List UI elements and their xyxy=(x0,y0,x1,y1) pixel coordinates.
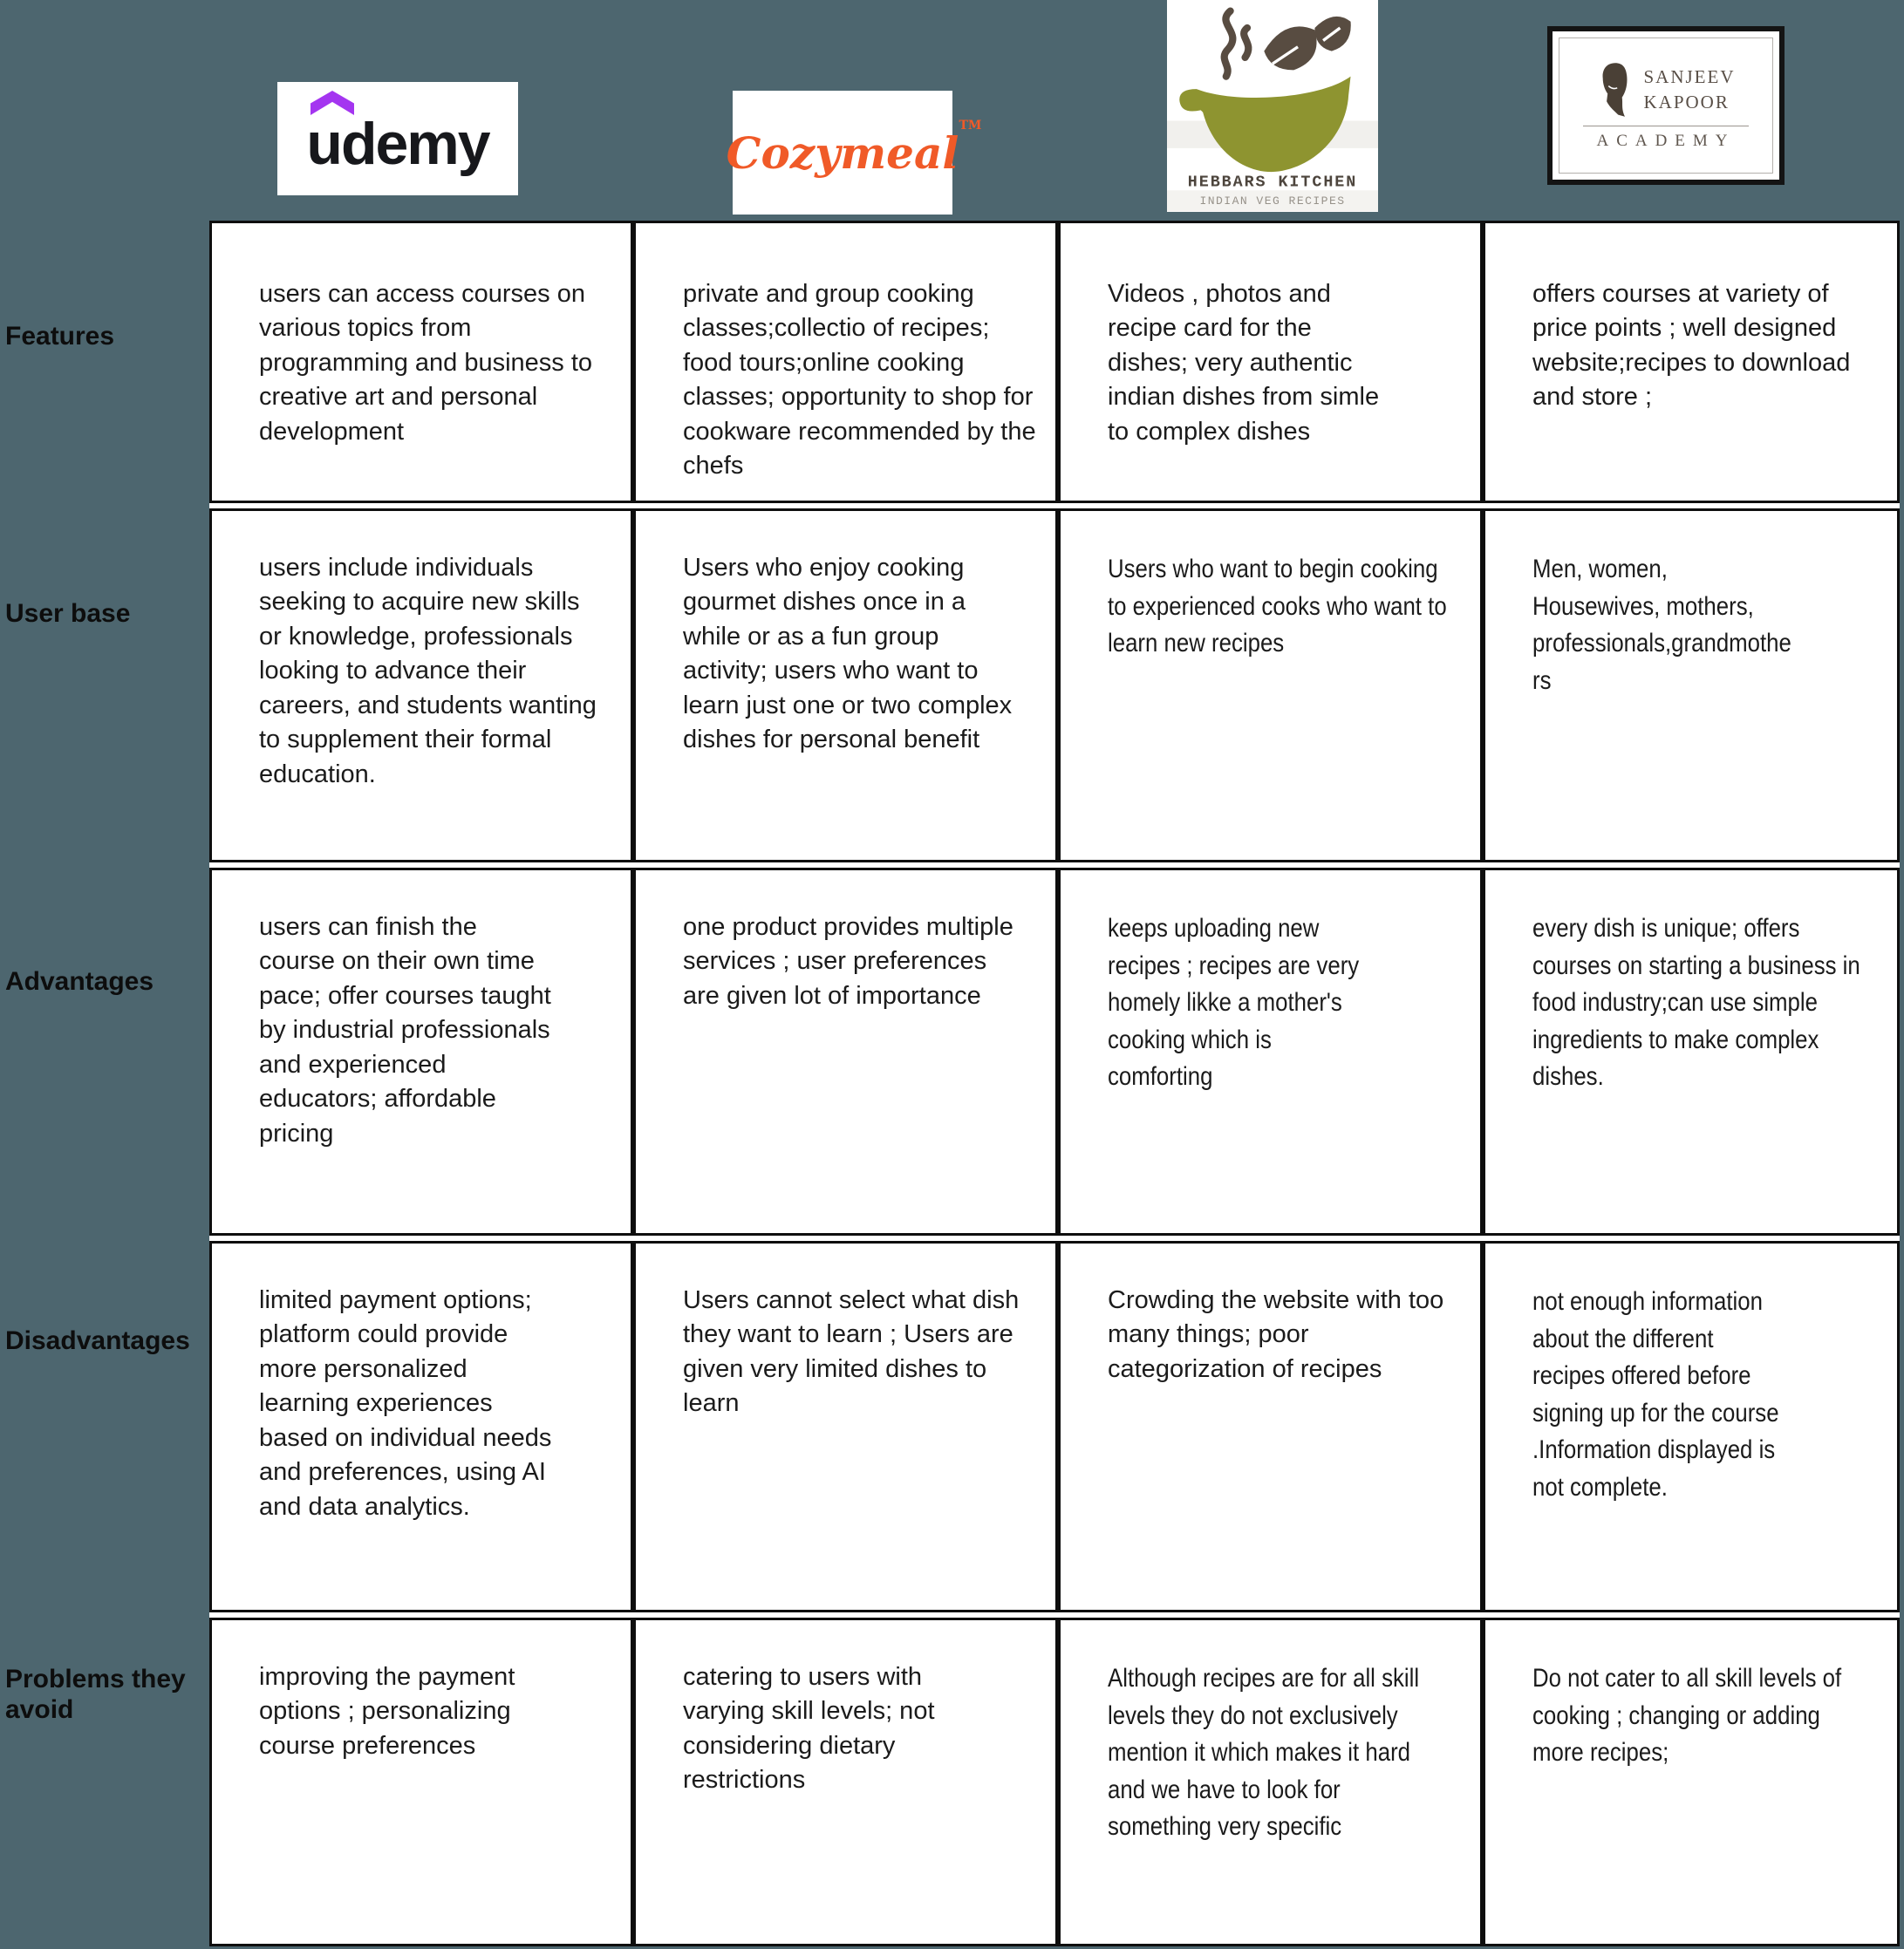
row-label-user-base: User base xyxy=(5,599,131,628)
cell-problems-udemy: improving the payment options ; personalizing course preferences xyxy=(209,1618,633,1946)
cell-userbase-udemy: users include individuals seeking to acquire new skills or knowledge, professionals looking to advance their careers, and students wanting to supplement their formal education. xyxy=(209,508,633,862)
hebbars-logo-art xyxy=(1167,0,1378,212)
cell-features-sanjeev: offers courses at variety of price points ; well designed website;recipes to download and store ; xyxy=(1483,221,1900,503)
cell-userbase-cozymeal: Users who enjoy cooking gourmet dishes once in a while or as a fun group activity; users who want to learn just one or two complex dishes for personal benefit xyxy=(633,508,1058,862)
row-label-problems-they-avoid: Problems they avoid xyxy=(5,1665,186,1725)
cell-problems-hebbars: Although recipes are for all skill levels they do not exclusively mention it which makes it hard and we have to look for something very specific xyxy=(1058,1618,1483,1946)
hebbars-title: HEBBARS KITCHEN xyxy=(1187,173,1358,192)
cell-features-cozymeal: private and group cooking classes;collectio of recipes; food tours;online cooking classes; opportunity to shop for cookware recommended by the chefs xyxy=(633,221,1058,503)
cell-problems-sanjeev: Do not cater to all skill levels of cooking ; changing or adding more recipes; xyxy=(1483,1618,1900,1946)
cell-disadvantages-sanjeev: not enough information about the different recipes offered before signing up for the course .Information displayed is not complete. xyxy=(1483,1241,1900,1612)
cell-userbase-sanjeev: Men, women, Housewives, mothers, professionals,grandmothers xyxy=(1483,508,1900,862)
sanjeev-kapoor-name: SANJEEV KAPOOR xyxy=(1643,66,1736,112)
sanjeev-kapoor-academy-logo xyxy=(1547,26,1785,185)
cell-disadvantages-udemy: limited payment options; platform could provide more personalized learning experiences based on individual needs and preferences, using AI and data analytics. xyxy=(209,1241,633,1612)
udemy-logo xyxy=(277,82,518,195)
row-label-features: Features xyxy=(5,322,115,351)
face-silhouette-icon xyxy=(1596,61,1634,119)
cozymeal-wordmark: Cozymeal TM xyxy=(726,118,982,179)
udemy-wordmark: udemy xyxy=(306,111,489,177)
cell-features-udemy: users can access courses on various topics from programming and business to creative art and personal development xyxy=(209,221,633,503)
comparison-table xyxy=(209,221,1900,1946)
cell-problems-cozymeal: catering to users with varying skill levels; not considering dietary restrictions xyxy=(633,1618,1058,1946)
academy-label: ACADEMY xyxy=(1596,131,1736,150)
cell-advantages-cozymeal: one product provides multiple services ; user preferences are given lot of importance xyxy=(633,868,1058,1236)
cell-disadvantages-cozymeal: Users cannot select what dish they want to learn ; Users are given very limited dishes to learn xyxy=(633,1241,1058,1612)
cell-advantages-sanjeev: every dish is unique; offers courses on starting a business in food industry;can use simple ingredients to make complex dishes. xyxy=(1483,868,1900,1236)
steam-icon xyxy=(1225,11,1249,77)
hebbars-kitchen-logo xyxy=(1167,0,1378,212)
cell-features-hebbars: Videos , photos and recipe card for the dishes; very authentic indian dishes from simle to complex dishes xyxy=(1058,221,1483,503)
cell-userbase-hebbars: Users who want to begin cooking to experienced cooks who want to learn new recipes xyxy=(1058,508,1483,862)
row-label-disadvantages: Disadvantages xyxy=(5,1326,190,1355)
cozymeal-logo xyxy=(726,91,982,215)
cell-advantages-udemy: users can finish the course on their own time pace; offer courses taught by industrial professionals and experienced educators; affordable pricing xyxy=(209,868,633,1236)
cell-advantages-hebbars: keeps uploading new recipes ; recipes are very homely likke a mother's cooking which is comforting xyxy=(1058,868,1483,1236)
row-label-advantages: Advantages xyxy=(5,967,154,996)
hebbars-subtitle: INDIAN VEG RECIPES xyxy=(1199,194,1346,208)
cell-disadvantages-hebbars: Crowding the website with too many things; poor categorization of recipes xyxy=(1058,1241,1483,1612)
trademark-symbol: TM xyxy=(959,118,982,133)
